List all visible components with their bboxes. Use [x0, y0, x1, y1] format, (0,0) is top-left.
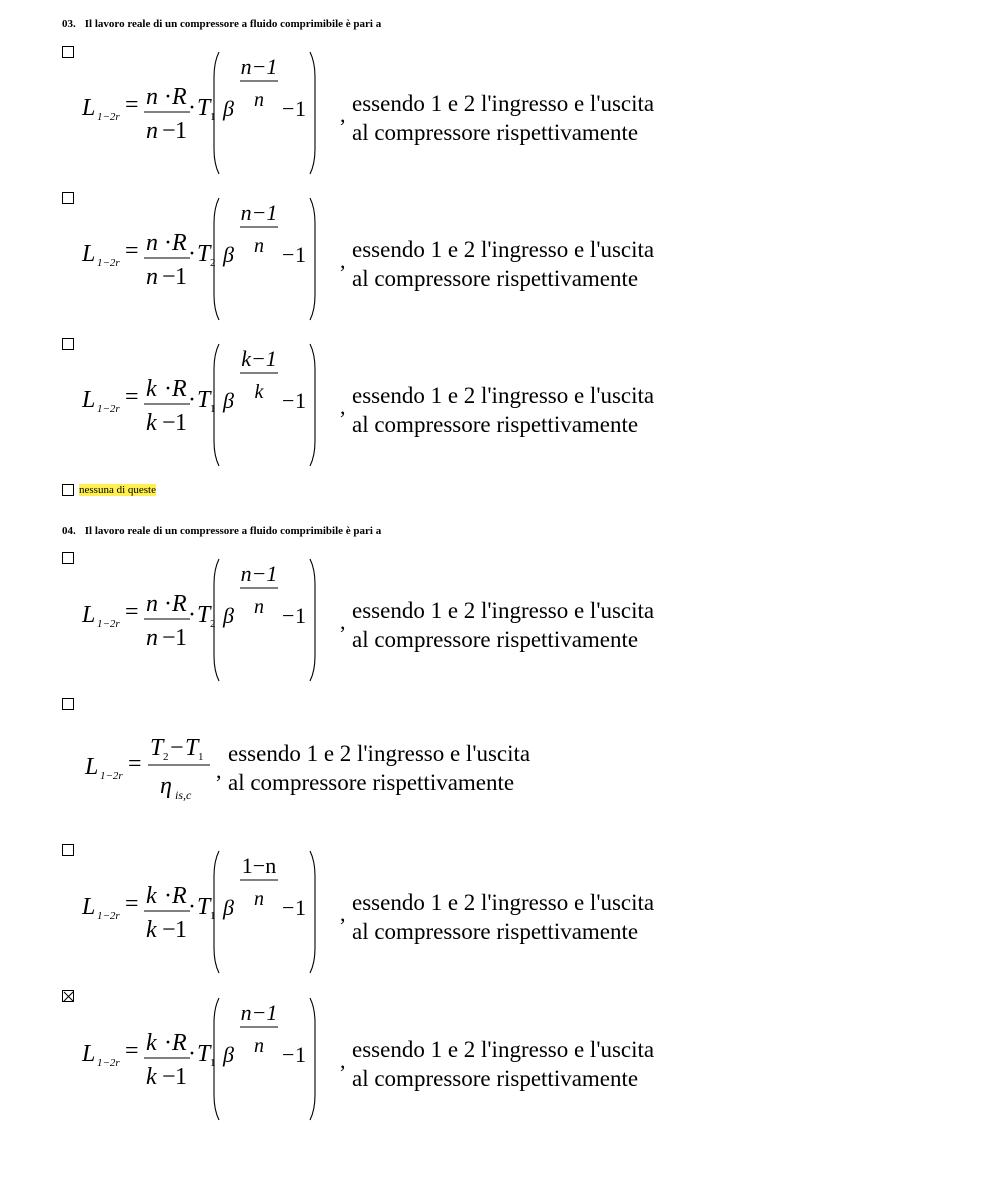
formula-beta: β: [223, 1042, 234, 1067]
formula-numerator-b-subscript: 1: [198, 751, 204, 763]
formula-graphic: [82, 48, 722, 180]
formula-beta: β: [223, 96, 234, 121]
formula-description-line1: essendo 1 e 2 l'ingresso e l'uscita: [352, 237, 655, 262]
formula-comma: ,: [216, 758, 222, 783]
formula-minus: −: [282, 96, 295, 121]
formula-graphic: [82, 194, 722, 326]
formula-coefficient: k: [146, 883, 157, 909]
formula-equals: =: [125, 891, 139, 917]
formula-option: [82, 728, 722, 808]
formula-description-line1: essendo 1 e 2 l'ingresso e l'uscita: [352, 383, 655, 408]
formula-temperature: T: [197, 387, 211, 413]
formula-right-paren: [310, 851, 315, 973]
option-checkbox[interactable]: [62, 46, 74, 58]
formula-one: 1: [175, 410, 187, 436]
formula-graphic: [82, 340, 722, 472]
formula-comma: ,: [340, 394, 346, 419]
formula-dot: ·: [188, 95, 196, 121]
formula-option: [82, 48, 722, 180]
formula-gas-constant: R: [172, 376, 187, 402]
formula-exponent-denominator: n: [254, 89, 264, 111]
question-number: 04.: [62, 525, 76, 537]
formula-minus: −: [170, 735, 184, 761]
formula-lhs-symbol: L: [82, 95, 96, 121]
formula-description-line2: al compressore rispettivamente: [228, 770, 515, 795]
formula-denominator-symbol: n: [146, 264, 158, 290]
formula-temperature-subscript: 2: [210, 618, 216, 630]
formula-graphic: [82, 728, 722, 808]
formula-beta: β: [223, 895, 234, 920]
question-03-title: [62, 18, 381, 30]
formula-one: 1: [175, 118, 187, 144]
formula-denominator-symbol: k: [146, 1064, 157, 1090]
formula-gas-constant: R: [172, 1030, 187, 1056]
formula-description-line1: essendo 1 e 2 l'ingresso e l'uscita: [352, 598, 655, 623]
formula-lhs-subscript: 1−2r: [97, 1057, 120, 1069]
formula-description-line2: al compressore rispettivamente: [352, 919, 639, 944]
formula-exponent-numerator: n−1: [240, 561, 278, 586]
question-number: 03.: [62, 18, 76, 30]
formula-comma: ,: [340, 102, 346, 127]
formula-lhs-symbol: L: [82, 894, 96, 920]
formula-equals: =: [125, 238, 139, 264]
formula-minus: −: [282, 895, 295, 920]
formula-exponent-denominator: n: [254, 235, 264, 257]
formula-option: [82, 194, 722, 326]
formula-comma: ,: [340, 248, 346, 273]
formula-lhs-subscript: 1−2r: [97, 257, 120, 269]
formula-lhs-symbol: L: [85, 754, 99, 780]
question-04-title: [62, 525, 381, 537]
formula-option: [82, 994, 722, 1126]
formula-dot: ·: [188, 894, 196, 920]
formula-dot: ·: [164, 883, 172, 909]
formula-dot: ·: [188, 1041, 196, 1067]
formula-one: 1: [175, 625, 187, 651]
formula-denominator-symbol: k: [146, 917, 157, 943]
formula-temperature: T: [197, 95, 211, 121]
formula-numerator-b: T: [185, 735, 199, 761]
formula-one: 1: [295, 895, 306, 920]
formula-temperature: T: [197, 894, 211, 920]
formula-minus: −: [282, 1042, 295, 1067]
formula-dot: ·: [164, 84, 172, 110]
formula-temperature-subscript: 1: [210, 910, 216, 922]
formula-gas-constant: R: [172, 84, 187, 110]
formula-description-line2: al compressore rispettivamente: [352, 412, 639, 437]
formula-gas-constant: R: [172, 230, 187, 256]
formula-comma: ,: [340, 901, 346, 926]
question-text: Il lavoro reale di un compressore a fluido comprimibile è pari a: [84, 18, 382, 30]
formula-description-line2: al compressore rispettivamente: [352, 120, 639, 145]
formula-exponent-numerator: k−1: [241, 346, 277, 371]
formula-beta: β: [223, 603, 234, 628]
formula-beta: β: [223, 388, 234, 413]
formula-gas-constant: R: [172, 883, 187, 909]
formula-right-paren: [310, 344, 315, 466]
formula-right-paren: [310, 559, 315, 681]
formula-description-line2: al compressore rispettivamente: [352, 1066, 639, 1091]
formula-one: 1: [295, 242, 306, 267]
formula-right-paren: [310, 52, 315, 174]
formula-exponent-numerator: n−1: [240, 54, 278, 79]
formula-coefficient: n: [146, 591, 158, 617]
formula-right-paren: [310, 198, 315, 320]
formula-temperature-subscript: 2: [210, 257, 216, 269]
formula-description-line2: al compressore rispettivamente: [352, 627, 639, 652]
formula-minus: −: [162, 264, 176, 290]
formula-description-line2: al compressore rispettivamente: [352, 266, 639, 291]
formula-exponent-denominator: n: [254, 1035, 264, 1057]
formula-option: [82, 847, 722, 979]
formula-lhs-subscript: 1−2r: [97, 910, 120, 922]
formula-description-line1: essendo 1 e 2 l'ingresso e l'uscita: [228, 741, 531, 766]
formula-dot: ·: [188, 387, 196, 413]
formula-coefficient: n: [146, 230, 158, 256]
formula-equals: =: [128, 751, 142, 777]
formula-description-line1: essendo 1 e 2 l'ingresso e l'uscita: [352, 890, 655, 915]
formula-temperature-subscript: 1: [210, 403, 216, 415]
formula-graphic: [82, 994, 722, 1126]
formula-denominator-symbol: n: [146, 118, 158, 144]
formula-temperature-subscript: 1: [210, 111, 216, 123]
formula-dot: ·: [164, 591, 172, 617]
formula-minus: −: [162, 625, 176, 651]
formula-numerator-a: T: [150, 735, 164, 761]
option-checkbox[interactable]: [62, 338, 74, 350]
formula-dot: ·: [188, 602, 196, 628]
formula-lhs-subscript: 1−2r: [97, 403, 120, 415]
formula-one: 1: [295, 96, 306, 121]
formula-coefficient: k: [146, 1030, 157, 1056]
formula-equals: =: [125, 92, 139, 118]
formula-one: 1: [175, 917, 187, 943]
formula-one: 1: [175, 1064, 187, 1090]
formula-one: 1: [175, 264, 187, 290]
formula-option: [82, 340, 722, 472]
formula-one: 1: [295, 388, 306, 413]
formula-exponent-denominator: n: [254, 596, 264, 618]
formula-numerator-a-subscript: 2: [163, 751, 169, 763]
formula-description-line1: essendo 1 e 2 l'ingresso e l'uscita: [352, 91, 655, 116]
option-checkbox[interactable]: [62, 484, 74, 496]
option-checkbox-checked[interactable]: [62, 990, 74, 1002]
formula-temperature: T: [197, 241, 211, 267]
formula-lhs-symbol: L: [82, 387, 96, 413]
formula-exponent-numerator: n−1: [240, 1000, 278, 1025]
formula-dot: ·: [188, 241, 196, 267]
formula-equals: =: [125, 384, 139, 410]
formula-graphic: [82, 555, 722, 687]
formula-exponent-denominator: k: [254, 381, 264, 403]
formula-minus: −: [282, 388, 295, 413]
formula-coefficient: n: [146, 84, 158, 110]
formula-temperature: T: [197, 1041, 211, 1067]
option-checkbox[interactable]: [62, 844, 74, 856]
formula-minus: −: [162, 410, 176, 436]
formula-denominator-symbol: k: [146, 410, 157, 436]
option-checkbox[interactable]: [62, 192, 74, 204]
formula-comma: ,: [340, 609, 346, 634]
option-label: [79, 484, 156, 496]
formula-minus: −: [282, 603, 295, 628]
formula-minus: −: [282, 242, 295, 267]
formula-exponent-numerator: n−1: [240, 200, 278, 225]
formula-comma: ,: [340, 1048, 346, 1073]
formula-lhs-subscript: 1−2r: [97, 111, 120, 123]
formula-beta: β: [223, 242, 234, 267]
formula-dot: ·: [164, 1030, 172, 1056]
formula-efficiency-subscript: is,c: [175, 788, 192, 802]
formula-dot: ·: [164, 376, 172, 402]
formula-temperature: T: [197, 602, 211, 628]
formula-minus: −: [162, 917, 176, 943]
formula-lhs-symbol: L: [82, 1041, 96, 1067]
option-checkbox[interactable]: [62, 552, 74, 564]
formula-minus: −: [162, 118, 176, 144]
formula-graphic: [82, 847, 722, 979]
formula-temperature-subscript: 1: [210, 1057, 216, 1069]
formula-description-line1: essendo 1 e 2 l'ingresso e l'uscita: [352, 1037, 655, 1062]
formula-one: 1: [295, 603, 306, 628]
formula-one: 1: [295, 1042, 306, 1067]
formula-dot: ·: [164, 230, 172, 256]
formula-gas-constant: R: [172, 591, 187, 617]
option-checkbox[interactable]: [62, 698, 74, 710]
formula-exponent-numerator: 1−n: [241, 853, 277, 878]
formula-equals: =: [125, 1038, 139, 1064]
question-text: Il lavoro reale di un compressore a fluido comprimibile è pari a: [84, 525, 382, 537]
option-label-highlighted: nessuna di queste: [79, 484, 156, 496]
formula-lhs-symbol: L: [82, 241, 96, 267]
formula-option: [82, 555, 722, 687]
formula-lhs-subscript: 1−2r: [97, 618, 120, 630]
formula-right-paren: [310, 998, 315, 1120]
formula-exponent-denominator: n: [254, 888, 264, 910]
formula-efficiency: η: [160, 773, 172, 799]
formula-coefficient: k: [146, 376, 157, 402]
formula-lhs-symbol: L: [82, 602, 96, 628]
formula-lhs-subscript: 1−2r: [100, 770, 123, 782]
formula-minus: −: [162, 1064, 176, 1090]
formula-denominator-symbol: n: [146, 625, 158, 651]
formula-equals: =: [125, 599, 139, 625]
